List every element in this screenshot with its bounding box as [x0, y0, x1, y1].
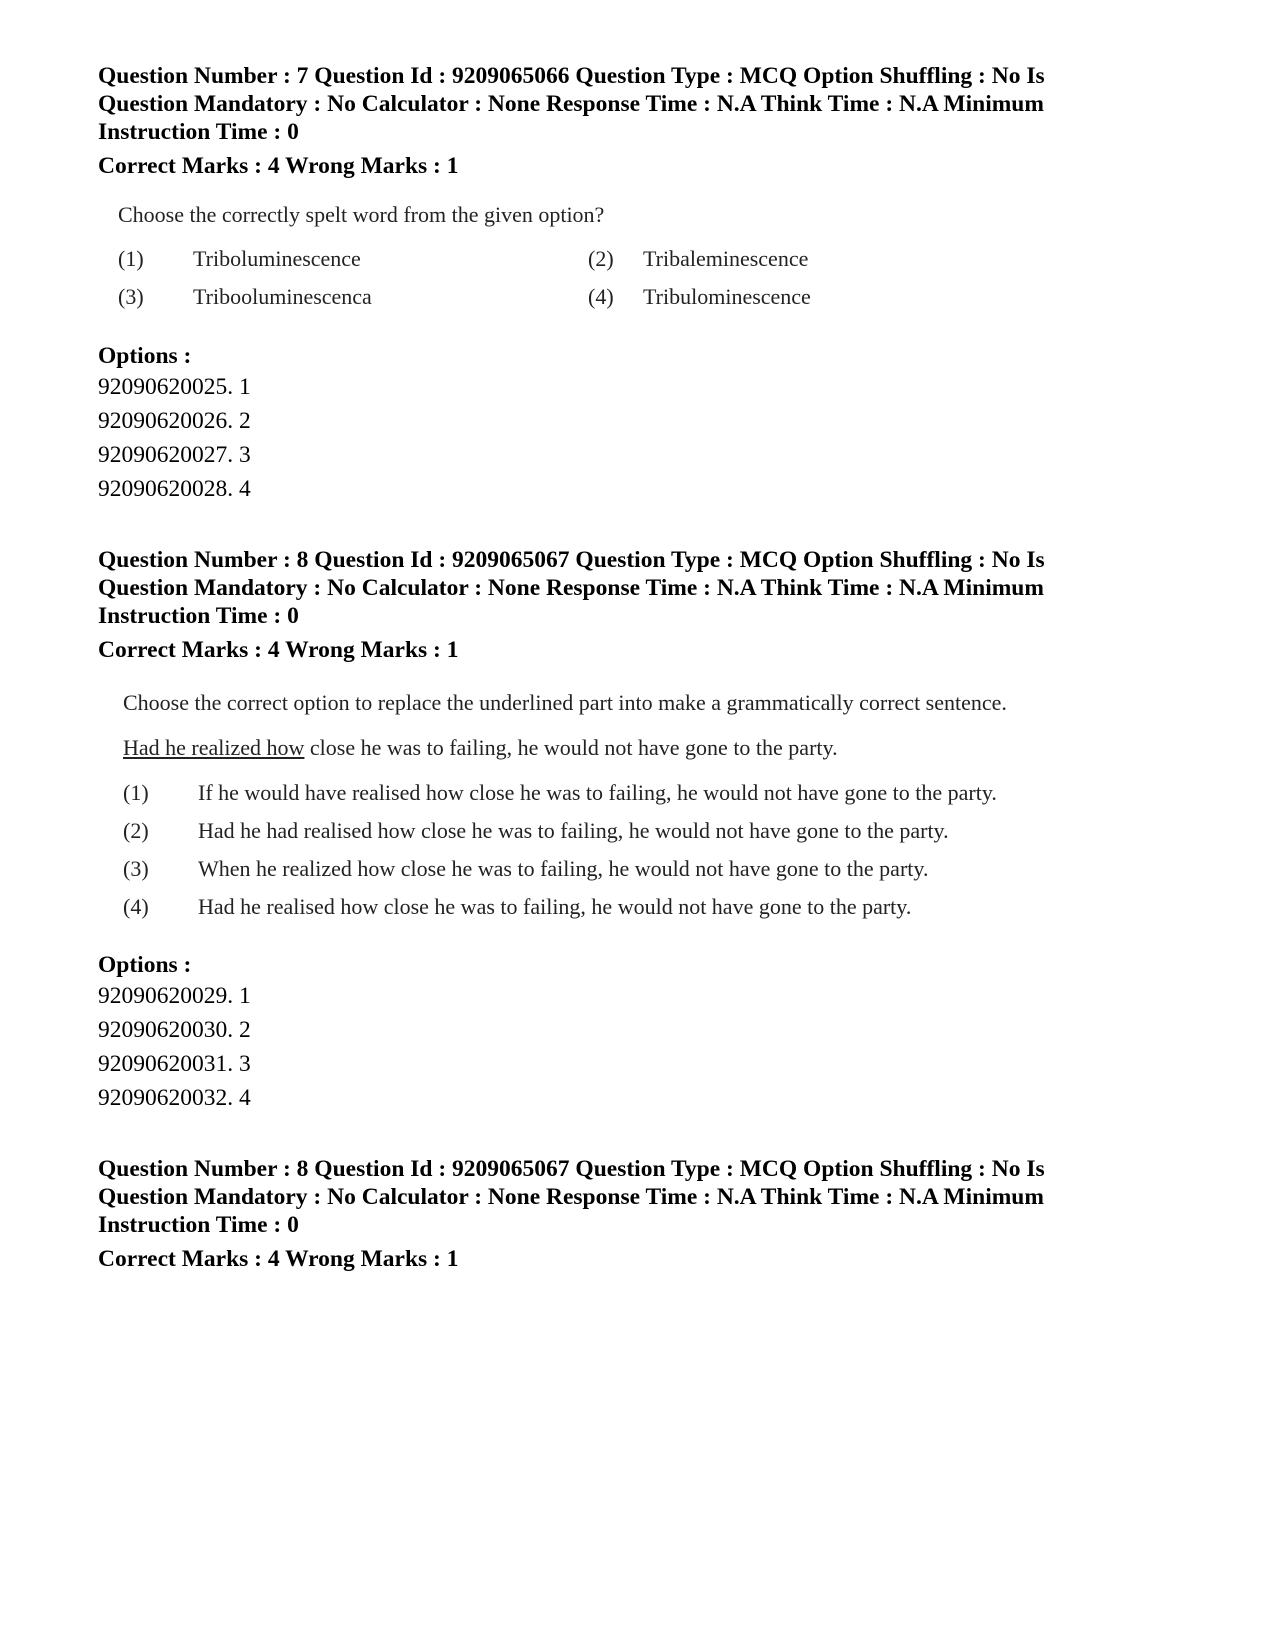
option-line: 92090620026. 2 — [98, 408, 251, 434]
question-block-8-repeat — [98, 1155, 1118, 1273]
sentence-rest: close he was to failing, he would not have gone to the party. — [304, 735, 838, 760]
choice-text: Triboluminescence — [193, 246, 361, 271]
choice-row — [123, 893, 1118, 921]
option-line: 92090620025. 1 — [98, 374, 251, 400]
choice-label: (1) — [123, 780, 149, 805]
marks-line: Correct Marks : 4 Wrong Marks : 1 — [98, 637, 459, 663]
choice-row — [123, 817, 1118, 845]
marks-line: Correct Marks : 4 Wrong Marks : 1 — [98, 1246, 459, 1272]
choice-text: Tribaleminescence — [643, 246, 809, 271]
choice-label: (4) — [123, 894, 149, 919]
choice-label: (1) — [118, 246, 144, 271]
choice-row — [123, 779, 1118, 807]
question-stem: Choose the correct option to replace the underlined part into make a grammatically correct sentence. — [123, 690, 1007, 715]
question-header: Question Number : 8 Question Id : 9209065067 Question Type : MCQ Option Shuffling : No Is Question Mandatory : No Calculator : None Response Time : N.A Think Time : N.A Minimum Instruction Time : 0 — [98, 1156, 1045, 1238]
choice-label: (2) — [588, 246, 614, 271]
option-line: 92090620028. 4 — [98, 476, 251, 502]
question-header: Question Number : 7 Question Id : 9209065066 Question Type : MCQ Option Shuffling : No Is Question Mandatory : No Calculator : None Response Time : N.A Think Time : N.A Minimum Instruction Time : 0 — [98, 63, 1045, 145]
question-stem: Choose the correctly spelt word from the given option? — [118, 202, 605, 227]
question-block-7 — [98, 62, 1118, 506]
choice-text: Had he realised how close he was to failing, he would not have gone to the party. — [198, 894, 912, 919]
option-line: 92090620027. 3 — [98, 442, 251, 468]
question-image — [123, 688, 1118, 921]
option-line: 92090620030. 2 — [98, 1017, 251, 1043]
choice-label: (4) — [588, 284, 614, 309]
question-sentence — [123, 733, 1118, 763]
question-header: Question Number : 8 Question Id : 9209065067 Question Type : MCQ Option Shuffling : No Is Question Mandatory : No Calculator : None Response Time : N.A Think Time : N.A Minimum Instruction Time : 0 — [98, 547, 1045, 629]
question-image — [118, 200, 1118, 312]
choice-label: (2) — [123, 818, 149, 843]
option-line: 92090620032. 4 — [98, 1085, 251, 1111]
options-title: Options : — [98, 952, 192, 978]
choice-text: If he would have realised how close he was to failing, he would not have gone to the party. — [198, 780, 997, 805]
choice-label: (3) — [123, 856, 149, 881]
choice-text: Tribooluminescenca — [193, 284, 372, 309]
option-line: 92090620031. 3 — [98, 1051, 251, 1077]
choice-text: Tribulominescence — [643, 284, 811, 309]
marks-line: Correct Marks : 4 Wrong Marks : 1 — [98, 153, 459, 179]
choice-grid — [118, 244, 1118, 312]
choice-text: When he realized how close he was to failing, he would not have gone to the party. — [198, 856, 929, 881]
choice-label: (3) — [118, 284, 144, 309]
option-line: 92090620029. 1 — [98, 983, 251, 1009]
choice-row — [123, 855, 1118, 883]
document-page — [98, 62, 1118, 1273]
underlined-part: Had he realized how — [123, 735, 305, 760]
question-block-8 — [98, 546, 1118, 1115]
choice-list — [123, 779, 1118, 921]
options-title: Options : — [98, 343, 192, 369]
choice-text: Had he had realised how close he was to failing, he would not have gone to the party. — [198, 818, 949, 843]
